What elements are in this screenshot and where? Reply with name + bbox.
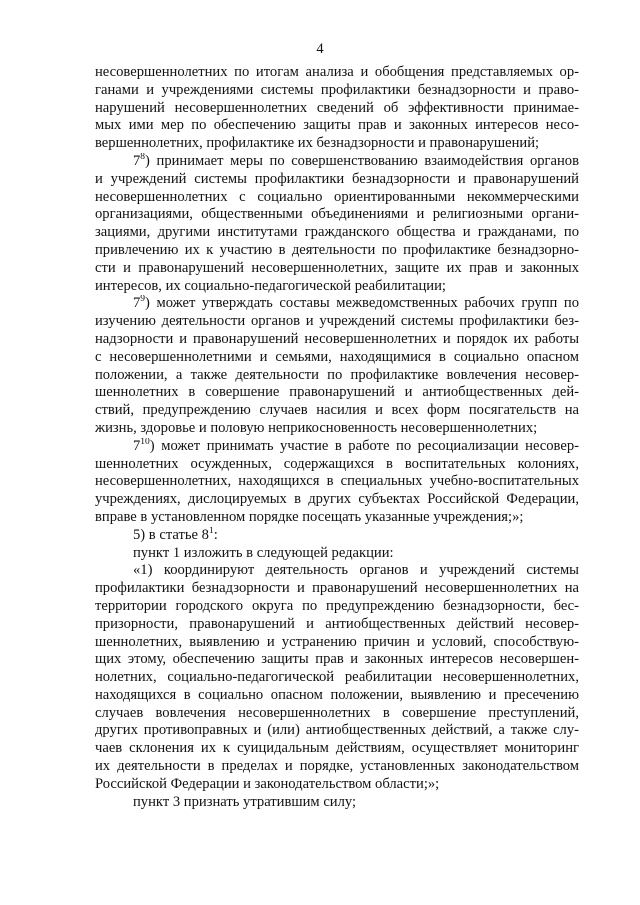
text-line: территории городского округа по предупреждению безнадзорности, бес-: [95, 597, 579, 614]
text-line: зациями, другими институтами гражданского общества и гражданами, по: [95, 224, 579, 241]
text-line: их деятельности в пределах и порядке, установленных законодательством: [95, 758, 579, 775]
text-line: жизнь, здоровье и половую неприкосновенность несовершеннолетних;: [95, 419, 538, 436]
text-line: чаев склонения их к суицидальным действиям, осуществляет мониторинг: [95, 740, 579, 757]
text-line: мых ими мер по обеспечению защиты прав и законных интересов несо-: [95, 117, 579, 134]
text-line: ствий, предупреждению случаев насилия и всех форм посягательств на: [95, 402, 579, 419]
text-line: с несовершеннолетними и семьями, находящимися в социально опасном: [95, 348, 579, 365]
text-line: 5) в статье 8: [133, 526, 209, 543]
text-line: привлечению их к участию в деятельности по профилактике безнадзорно-: [95, 241, 579, 258]
text-line: ганами и учреждениями системы профилактики безнадзорности и право-: [95, 81, 579, 98]
item-number: $7^8$): [133, 152, 150, 169]
item-number: $7^9$): [133, 295, 150, 312]
paragraph-7-9-first-line: [95, 295, 579, 313]
paragraph-7-8-first-line: [95, 153, 579, 171]
paragraph-7-10-first-line: [95, 438, 579, 456]
text-line: шеннолетних, выявлению и устранению причин и условий, способствую-: [95, 633, 579, 650]
text-line: может принимать участие в работе по ресоциализации несовер-: [161, 437, 579, 454]
text-line: организациями, общественными объединениями и религиозными органи-: [95, 206, 579, 223]
text-line: призорности, правонарушений и антиобщественных действий несовер-: [95, 615, 579, 632]
article-8-1-heading: 5) в статье $8^1$:: [133, 526, 218, 543]
text-line: вправе в установленном порядке посещать указанные учреждения;»;: [95, 508, 524, 525]
document-body: [95, 64, 579, 811]
text-line: и учреждений системы профилактики безнадзорности и правонарушений: [95, 170, 579, 187]
text-line: может утверждать составы межведомственных рабочих групп по: [156, 295, 579, 312]
text-line: несовершеннолетних с социально ориентированными некоммерческими: [95, 188, 579, 205]
text-line: принимает меры по совершенствованию взаимодействия органов: [156, 152, 579, 169]
text-line: несовершеннолетних по итогам анализа и обобщения представляемых ор-: [95, 64, 579, 80]
text-line: других противоправных и (или) антиобщественных действий, а также слу-: [95, 722, 579, 739]
text-line: интересов, их социально-педагогической реабилитации;: [95, 277, 446, 294]
text-line: пункт 3 признать утратившим силу;: [133, 793, 357, 810]
text-line: положении, а также деятельности по профилактике вовлечения несовер-: [95, 366, 579, 383]
text-line: несовершеннолетних, находящихся в специальных учебно-воспитательных: [95, 473, 579, 490]
text-line: учреждениях, дислоцируемых в других субъектах Российской Федерации,: [95, 491, 579, 508]
text-line: сти и правонарушений несовершеннолетних, защите их прав и законных: [95, 259, 579, 276]
text-line: находящихся в социально опасном положении, выявлению и пресечению: [95, 686, 579, 703]
text-line: Российской Федерации и законодательством области;»;: [95, 775, 440, 792]
text-line: пункт 1 изложить в следующей редакции:: [133, 544, 394, 561]
text-line: надзорности и правонарушений несовершеннолетних и порядок их работы: [95, 330, 579, 347]
text-line: «1) координируют деятельность органов и учреждений системы: [133, 562, 579, 579]
text-line: нарушений несовершеннолетних сведений об эффективности принимае-: [95, 99, 579, 116]
text-line: случаев вовлечения несовершеннолетних в совершение преступлений,: [95, 704, 579, 721]
text-line: шеннолетних в совершение правонарушений и антиобщественных дей-: [95, 384, 579, 401]
page-number: 4: [316, 41, 324, 57]
text-line: профилактики безнадзорности и правонарушений несовершеннолетних на: [95, 580, 579, 597]
text-line: изучению деятельности органов и учреждений системы профилактики без-: [95, 313, 579, 330]
item-number: $7^{10}$): [133, 437, 155, 454]
text-line: щих этому, обеспечению защиты прав и законных интересов несовершен-: [95, 651, 579, 668]
text-line: вершеннолетних, профилактике их безнадзорности и правонарушений;: [95, 135, 540, 152]
text-line: нолетних, социально-педагогической реабилитации несовершеннолетних,: [95, 669, 579, 686]
text-line: шеннолетних осужденных, содержащихся в воспитательных колониях,: [95, 455, 579, 472]
